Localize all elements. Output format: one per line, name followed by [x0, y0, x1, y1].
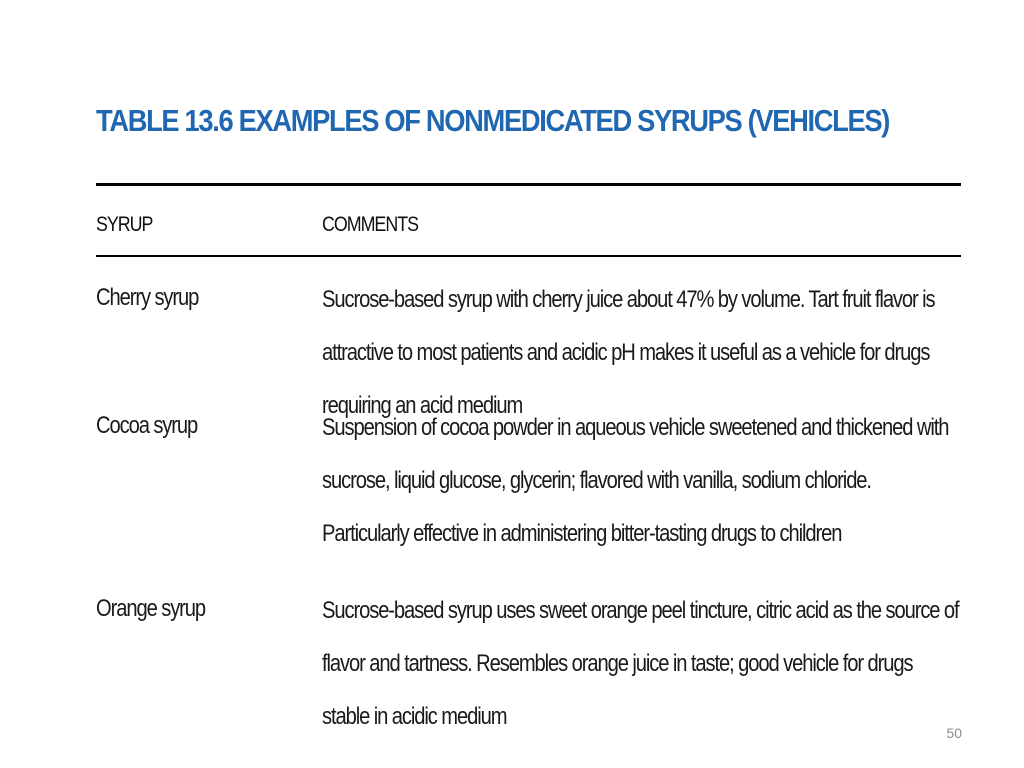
table-row-comment: Suspension of cocoa powder in aqueous vehicle sweetened and thickened with sucrose, liquid glucose, glycerin; flavored with vanilla, sodium chloride. Particularly effective in administering bitter-tasting drugs to children: [322, 414, 949, 547]
page-number: 50: [946, 725, 962, 741]
table-header-rule: [96, 255, 961, 257]
table-row-comment: Sucrose-based syrup uses sweet orange peel tincture, citric acid as the source of flavor and tartness. Resembles orange juice in taste; good vehicle for drugs stable in acidic medium: [322, 597, 959, 730]
column-header-comments: COMMENTS: [322, 213, 418, 236]
table-row-comment: Sucrose-based syrup with cherry juice about 47% by volume. Tart fruit flavor is attractive to most patients and acidic pH makes it useful as a vehicle for drugs requiring an acid medium: [322, 286, 935, 419]
table-row-syrup-name: Cherry syrup: [96, 284, 199, 311]
table-row-syrup-name: Cocoa syrup: [96, 412, 198, 439]
table-title: TABLE 13.6 EXAMPLES OF NONMEDICATED SYRUPS (VEHICLES): [96, 103, 890, 138]
table-row-syrup-name: Orange syrup: [96, 595, 206, 622]
table-top-rule: [96, 183, 961, 186]
column-header-syrup: SYRUP: [96, 213, 153, 236]
